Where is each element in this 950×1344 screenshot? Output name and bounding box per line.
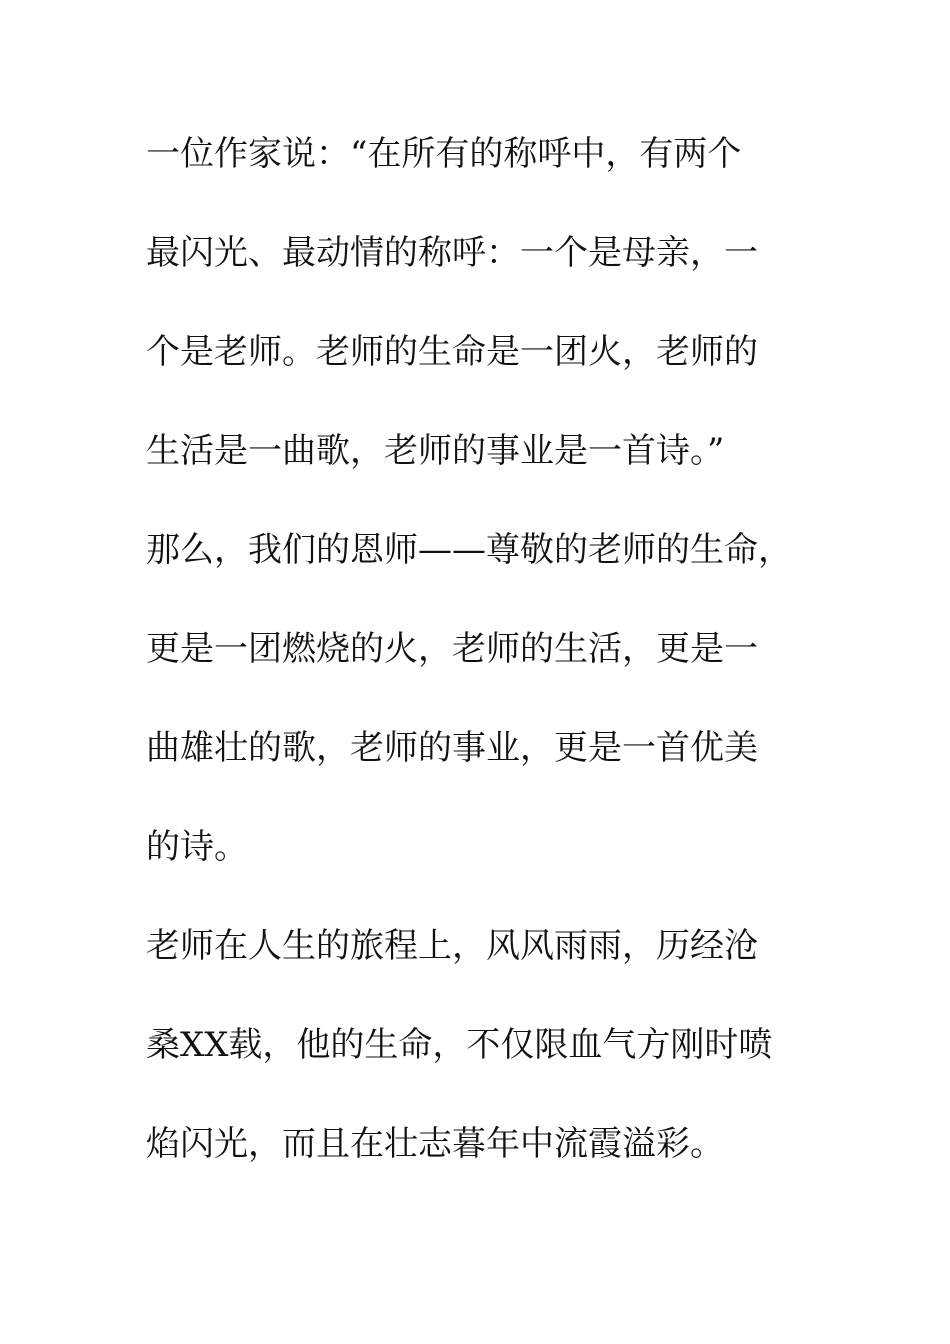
body-text	[146, 118, 806, 1207]
text-line: 桑XX载，他的生命，不仅限血气方刚时喷	[146, 1025, 773, 1065]
text-line: 焰闪光，而且在壮志暮年中流霞溢彩。	[146, 1124, 724, 1164]
text-line: 曲雄壮的歌，老师的事业，更是一首优美	[146, 728, 758, 768]
text-line: 最闪光、最动情的称呼：一个是母亲，一	[146, 233, 758, 273]
text-line: 更是一团燃烧的火，老师的生活，更是一	[146, 629, 758, 669]
paragraph-1	[146, 118, 806, 910]
text-line: 个是老师。老师的生命是一团火，老师的	[146, 332, 758, 372]
text-line: 老师在人生的旅程上，风风雨雨，历经沧	[146, 926, 758, 966]
paragraph-2	[146, 910, 806, 1207]
text-line: 那么，我们的恩师——尊敬的老师的生命，	[146, 530, 792, 570]
text-line: 生活是一曲歌，老师的事业是一首诗。”	[146, 431, 725, 471]
text-line: 的诗。	[146, 827, 248, 867]
text-line: 一位作家说：“在所有的称呼中，有两个	[146, 134, 742, 174]
